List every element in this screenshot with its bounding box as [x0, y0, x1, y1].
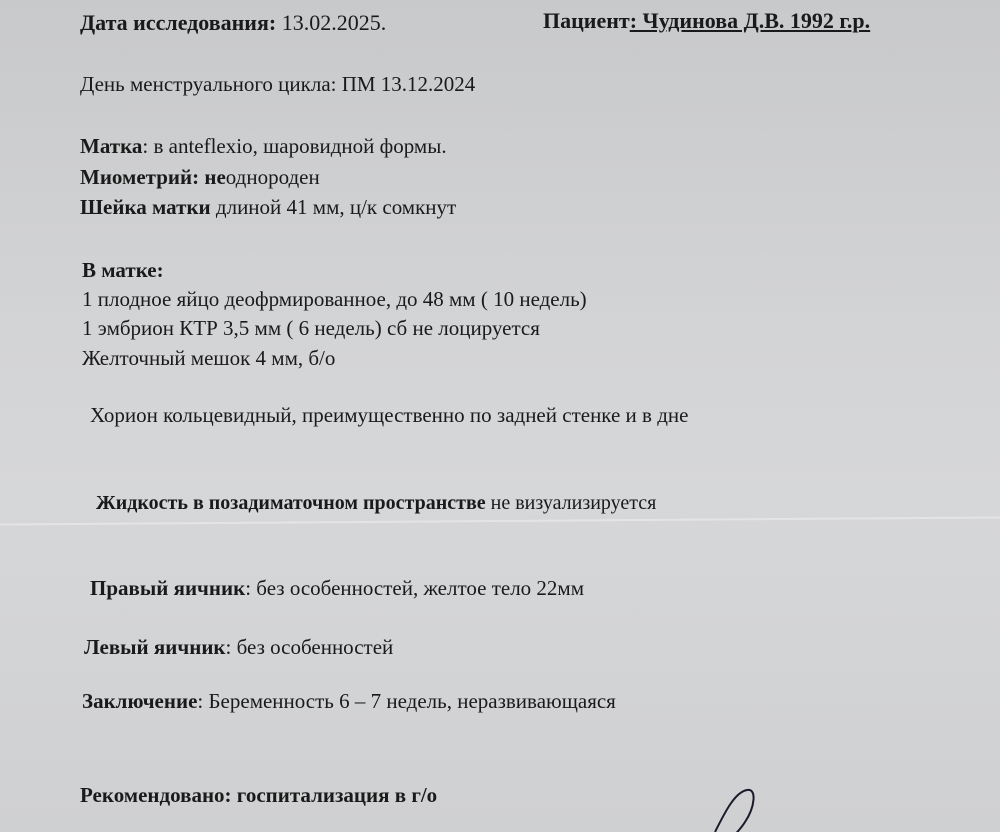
fluid-label: Жидкость в позадиматочном пространстве — [96, 492, 486, 514]
left-ovary-value: : без особенностей — [225, 635, 394, 659]
exam-date-label: Дата исследования: — [80, 10, 277, 35]
patient-label: Пациент — [543, 8, 630, 33]
left-ovary-line — [84, 634, 393, 660]
exam-date-value: 13.02.2025. — [281, 10, 387, 35]
cervix-label: Шейка матки — [80, 195, 211, 219]
paper-fold — [0, 517, 1000, 526]
conclusion-label: Заключение — [82, 689, 198, 713]
fluid-value: не визуализируется — [485, 492, 657, 514]
patient-line — [543, 8, 870, 34]
in-uterus-item: 1 плодное яйцо деофрмированное, до 48 мм ( 10 недель) — [82, 287, 587, 311]
myometrium-value: однороден — [225, 165, 320, 189]
fluid-line — [96, 490, 656, 516]
exam-date-line — [80, 10, 386, 36]
myometrium-value-bold: не — [199, 165, 226, 189]
uterus-value: : в anteflexio, шаровидной формы. — [142, 134, 447, 158]
chorion-line: Хорион кольцевидный, преимущественно по задней стенке и в дне — [90, 403, 689, 427]
left-ovary-label: Левый яичник — [84, 635, 226, 659]
myometrium-line — [80, 164, 320, 190]
in-uterus-item: Желточный мешок 4 мм, б/о — [82, 346, 336, 370]
in-uterus-heading: В матке: — [82, 258, 164, 282]
right-ovary-label: Правый яичник — [90, 576, 246, 600]
recommendation-line: Рекомендовано: госпитализация в г/о — [80, 783, 438, 807]
conclusion-line — [82, 688, 616, 714]
uterus-label: Матка — [80, 134, 143, 158]
cervix-value: длиной 41 мм, ц/к сомкнут — [210, 195, 457, 219]
right-ovary-value: : без особенностей, желтое тело 22мм — [245, 576, 585, 600]
in-uterus-item: 1 эмбрион КТР 3,5 мм ( 6 недель) сб не лоцируется — [82, 316, 540, 340]
conclusion-value: : Беременность 6 – 7 недель, неразвивающаяся — [197, 689, 616, 713]
right-ovary-line — [90, 575, 584, 601]
signature-mark — [705, 782, 785, 832]
cervix-line — [80, 194, 456, 220]
patient-value: : Чудинова Д.В. 1992 г.р. — [629, 8, 871, 33]
uterus-line — [80, 133, 447, 159]
myometrium-label: Миометрий: — [80, 165, 200, 189]
cycle-day-line: День менструального цикла: ПМ 13.12.2024 — [80, 72, 476, 96]
